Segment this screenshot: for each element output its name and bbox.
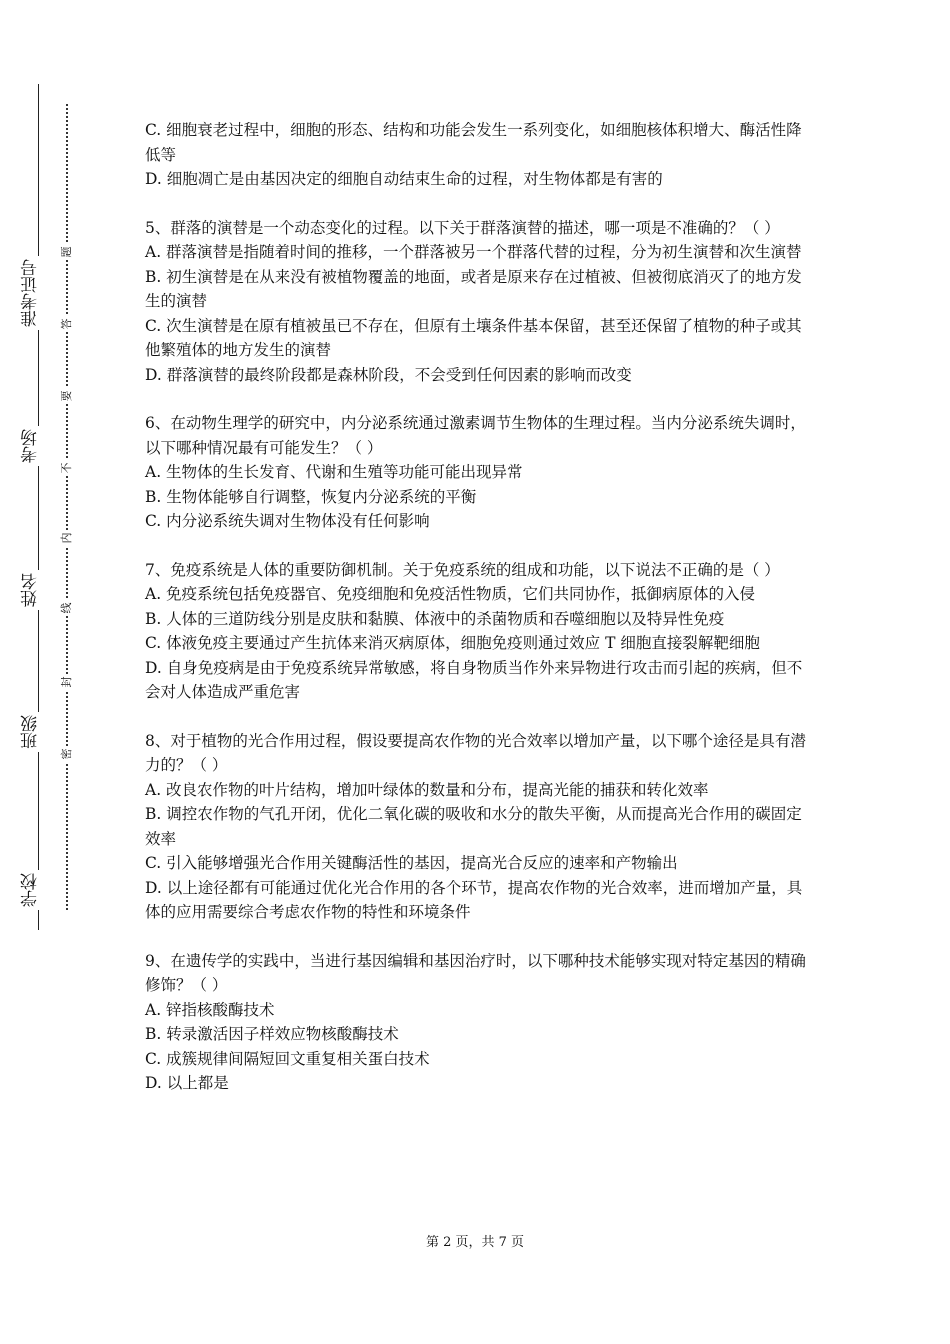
question-9: [145, 949, 815, 1096]
option-d: D. 以上途径都有可能通过优化光合作用的各个环节，提高农作物的光合效率，进而增加产量，具体的应用需要综合考虑农作物的特性和环境条件: [145, 878, 803, 921]
option-c: C. 成簇规律间隔短回文重复相关蛋白技术: [145, 1049, 430, 1068]
seal-char-nei: 内: [61, 530, 73, 546]
question-stem: 5、群落的演替是一个动态变化的过程。以下关于群落演替的描述，哪一项是不准确的？（ ）: [145, 218, 780, 237]
question-6: [145, 411, 815, 534]
seal-char-mi: 密: [61, 746, 73, 762]
option-c: C. 次生演替是在原有植被虽已不存在，但原有土壤条件基本保留，甚至还保留了植物的种子或其他繁殖体的地方发生的演替: [145, 316, 802, 359]
question-8: [145, 729, 815, 925]
option-4c: C. 细胞衰老过程中，细胞的形态、结构和功能会发生一系列变化，如细胞核体积增大、酶活性降低等: [145, 121, 802, 164]
seal-char-bu: 不: [61, 460, 73, 476]
field-school: 学校: [22, 870, 54, 910]
option-4d: D. 细胞凋亡是由基因决定的细胞自动结束生命的过程，对生物体都是有害的: [145, 170, 663, 188]
option-b: B. 初生演替是在从来没有被植物覆盖的地面，或者是原来存在过植被、但被彻底消灭了的地方发生的演替: [145, 267, 802, 310]
option-a: A. 改良农作物的叶片结构，增加叶绿体的数量和分布，提高光能的捕获和转化效率: [145, 780, 709, 799]
question-stem: 9、在遗传学的实践中，当进行基因编辑和基因治疗时，以下哪种技术能够实现对特定基因的精确修饰？（ ）: [145, 951, 806, 994]
field-class: 班级: [22, 712, 54, 752]
page-footer: 第 2 页，共 7 页: [425, 1235, 525, 1250]
field-name: 姓名: [22, 570, 54, 610]
seal-char-feng: 封: [61, 674, 73, 690]
option-d: D. 以上都是: [145, 1074, 229, 1092]
question-7: [145, 558, 815, 705]
question-4-continued: [145, 118, 815, 192]
option-a: A. 生物体的生长发育、代谢和生殖等功能可能出现异常: [145, 463, 523, 481]
field-admission-number: 准考证号: [22, 256, 54, 330]
option-a: A. 免疫系统包括免疫器官、免疫细胞和免疫活性物质，它们共同协作，抵御病原体的入侵: [145, 585, 756, 603]
option-c: C. 引入能够增强光合作用关键酶活性的基因，提高光合反应的速率和产物输出: [145, 854, 678, 872]
seal-char-da: 答: [61, 316, 73, 332]
option-a: A. 群落演替是指随着时间的推移，一个群落被另一个群落代替的过程，分为初生演替和次生演替: [145, 243, 802, 261]
option-b: B. 人体的三道防线分别是皮肤和黏膜、体液中的杀菌物质和吞噬细胞以及特异性免疫: [145, 609, 725, 628]
seal-dotted-line: [66, 104, 68, 910]
option-d: D. 自身免疫病是由于免疫系统异常敏感，将自身物质当作外来异物进行攻击而引起的疾病，但不会对人体造成严重危害: [145, 658, 803, 701]
option-b: B. 转录激活因子样效应物核酸酶技术: [145, 1025, 399, 1043]
binding-margin: [0, 0, 120, 1344]
option-c: C. 内分泌系统失调对生物体没有任何影响: [145, 512, 430, 530]
question-stem: 8、对于植物的光合作用过程，假设要提高农作物的光合效率以增加产量，以下哪个途径是具有潜力的？（ ）: [145, 731, 806, 774]
question-stem: 6、在动物生理学的研究中，内分泌系统通过激素调节生物体的生理过程。当内分泌系统失调时，以下哪种情况最有可能发生？（ ）: [145, 414, 806, 457]
option-d: D. 群落演替的最终阶段都是森林阶段，不会受到任何因素的影响而改变: [145, 365, 632, 384]
field-exam-room: 考场: [22, 426, 54, 466]
option-b: B. 调控农作物的气孔开闭，优化二氧化碳的吸收和水分的散失平衡，从而提高光合作用的碳固定效率: [145, 805, 802, 848]
option-c: C. 体液免疫主要通过产生抗体来消灭病原体，细胞免疫则通过效应 T 细胞直接裂解靶细胞: [145, 634, 760, 652]
binding-solid-line: [38, 84, 39, 930]
seal-char-xian: 线: [61, 600, 73, 616]
option-b: B. 生物体能够自行调整，恢复内分泌系统的平衡: [145, 487, 477, 506]
question-5: [145, 216, 815, 388]
option-a: A. 锌指核酸酶技术: [145, 1000, 275, 1019]
seal-char-ti: 题: [61, 244, 73, 260]
seal-char-yao: 要: [61, 388, 73, 404]
question-content: [145, 118, 815, 1120]
question-stem: 7、免疫系统是人体的重要防御机制。关于免疫系统的组成和功能，以下说法不正确的是（ ）: [145, 560, 780, 579]
